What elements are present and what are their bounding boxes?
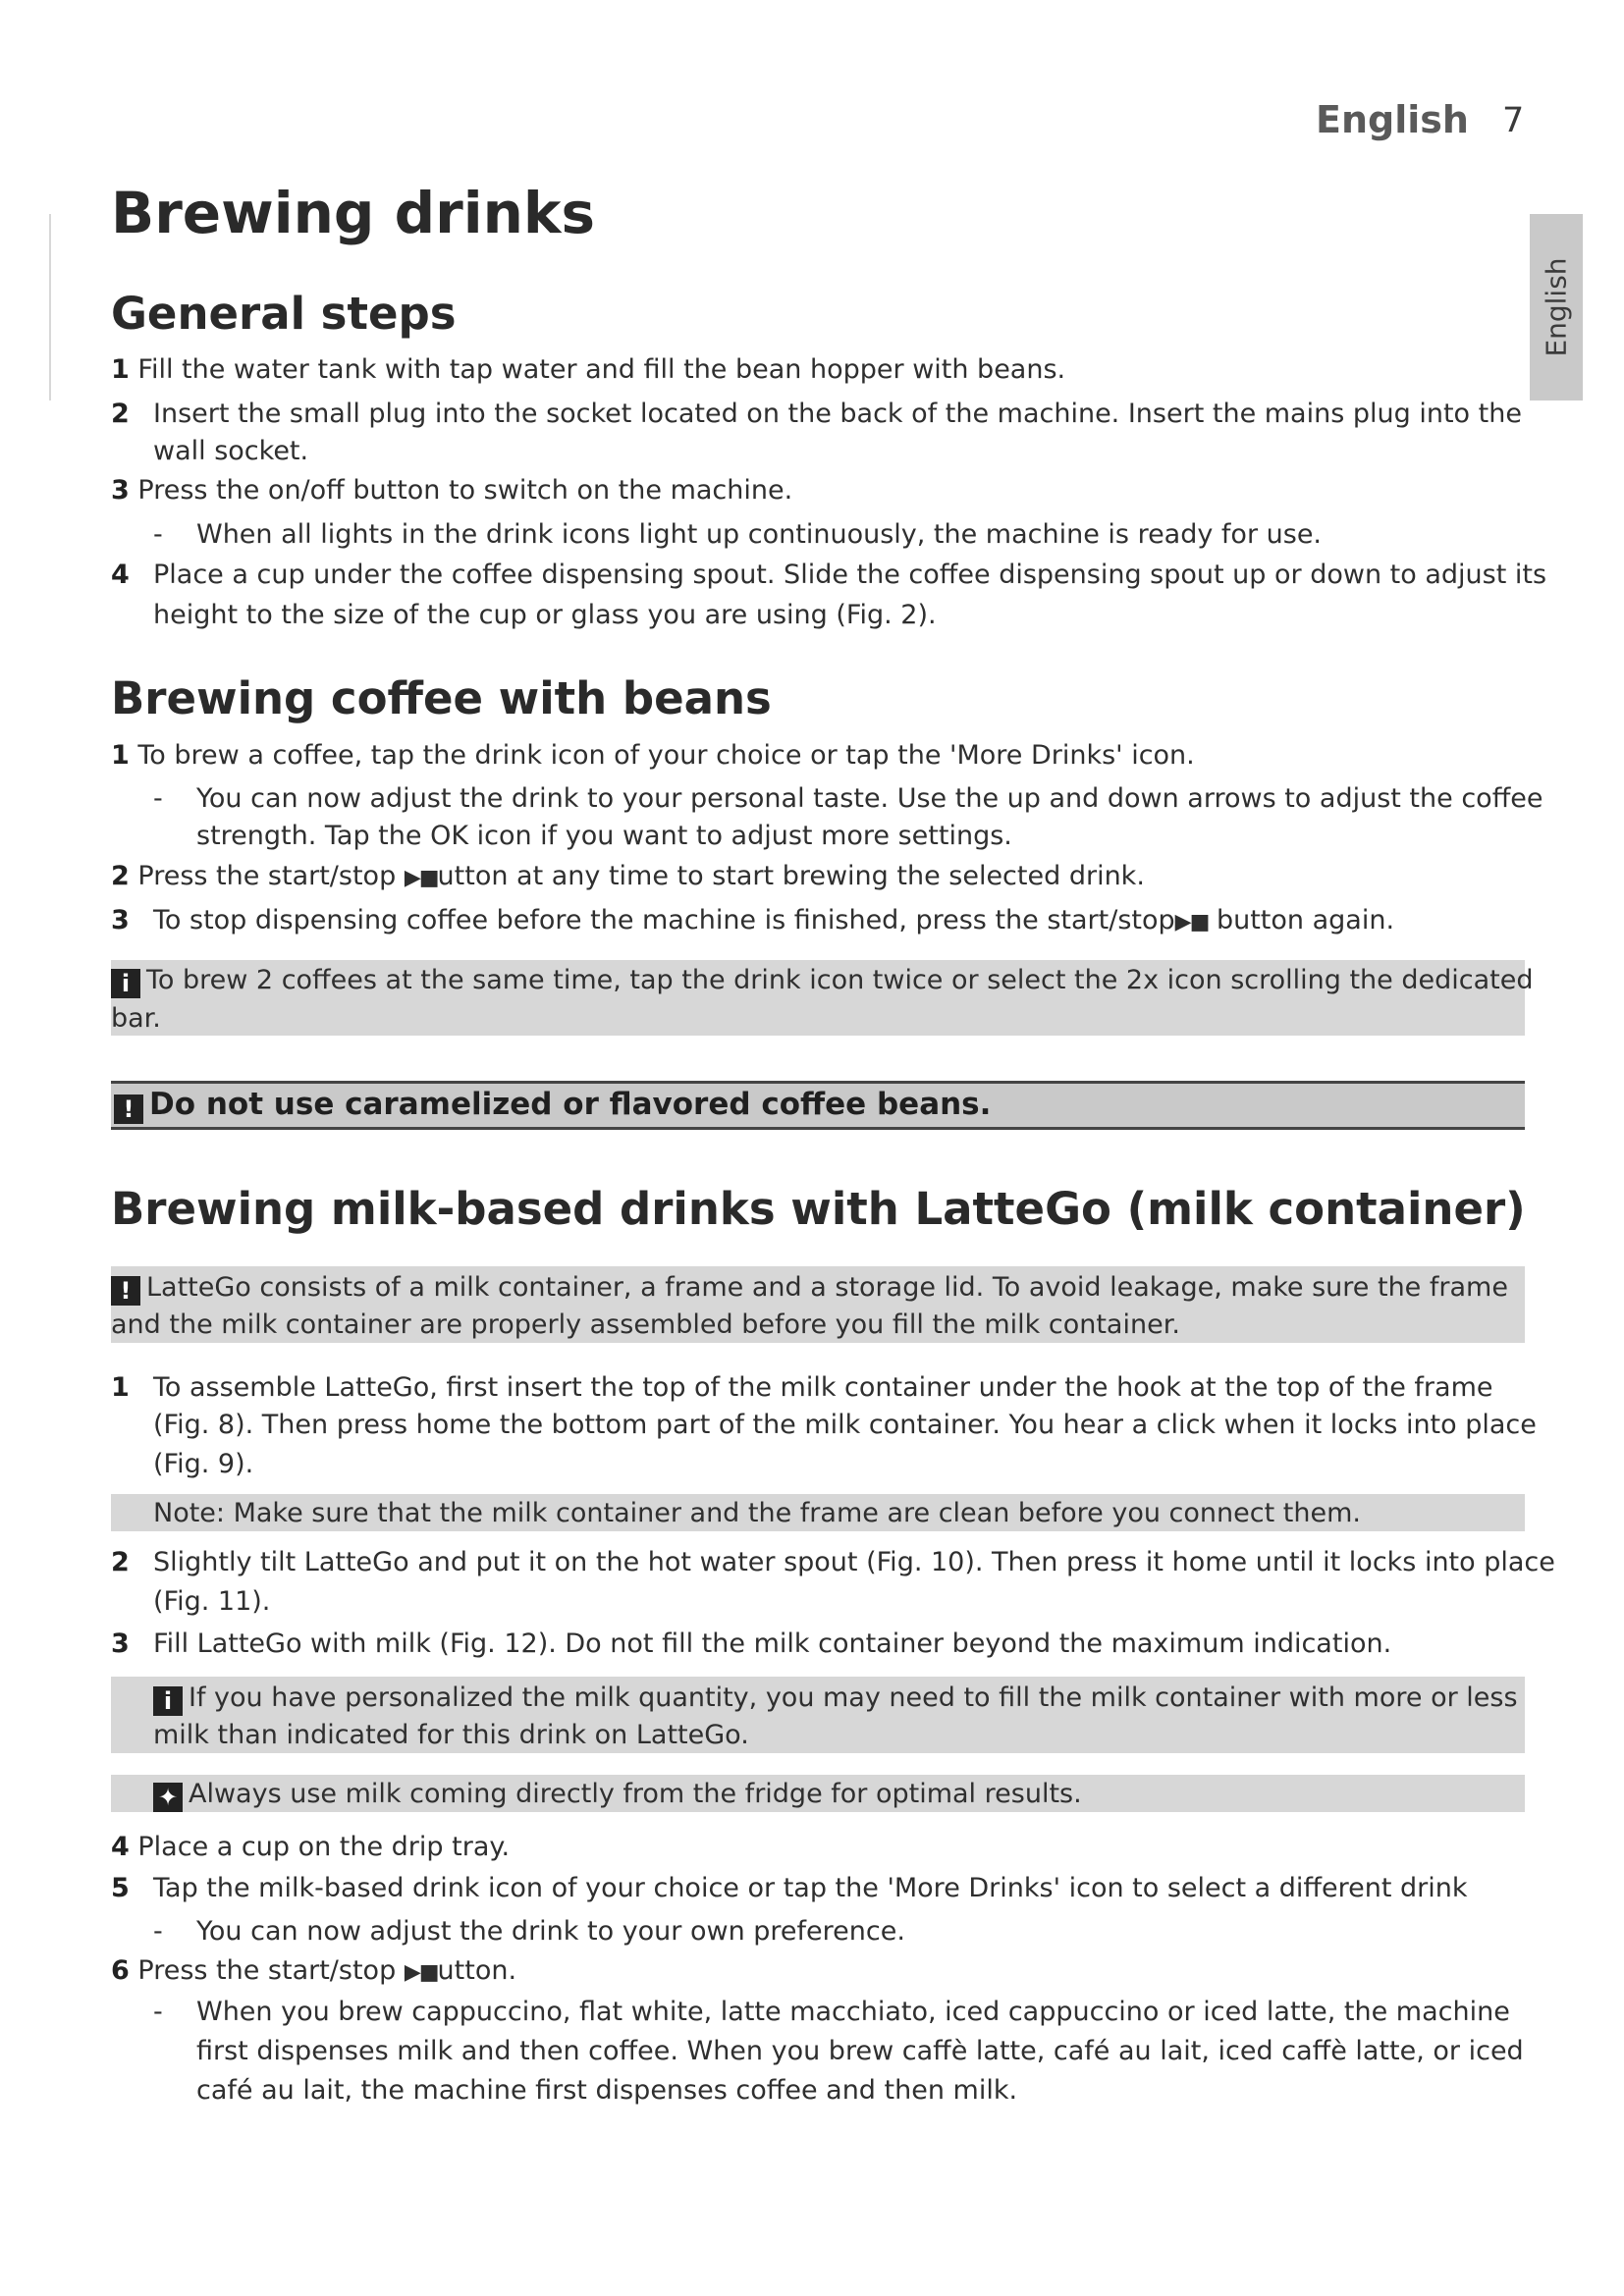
caution-line-cont: and the milk container are properly assembled before you fill the milk container. bbox=[111, 1309, 1180, 1340]
side-tab-label: English bbox=[1540, 257, 1573, 357]
coffee-step-3-text: To stop dispensing coffee before the machine is finished, press the start/stop▶■ button again. bbox=[153, 905, 1395, 935]
general-step-3-bullet: When all lights in the drink icons light up continuously, the machine is ready for use. bbox=[196, 519, 1323, 550]
lattego-step-1-text-cont: (Fig. 8). Then press home the bottom part of the milk container. You hear a click when it locks into place bbox=[153, 1410, 1537, 1440]
warning-icon: ! bbox=[114, 1095, 143, 1124]
coffee-step-1-bullet-cont: strength. Tap the OK icon if you want to adjust more settings. bbox=[196, 821, 1012, 851]
coffee-step-1-bullet-dash: - bbox=[153, 783, 163, 814]
start-stop-icon: ▶■ bbox=[404, 866, 438, 890]
lattego-step-5-bullet: You can now adjust the drink to your own preference. bbox=[196, 1916, 905, 1947]
coffee-beans-heading: Brewing coffee with beans bbox=[111, 672, 772, 724]
general-step-3-bullet-dash: - bbox=[153, 519, 163, 550]
lattego-step-2-text-cont: (Fig. 11). bbox=[153, 1586, 271, 1617]
general-steps-heading: General steps bbox=[111, 288, 457, 340]
lattego-step-2: 2 bbox=[111, 1547, 130, 1577]
lattego-step-6-bullet-cont: first dispenses milk and then coffee. When you brew caffè latte, café au lait, iced caffè latte, or iced bbox=[196, 2036, 1524, 2066]
caution-line: ! LatteGo consists of a milk container, a frame and a storage lid. To avoid leakage, make sure the frame bbox=[111, 1268, 1508, 1308]
info-icon: i bbox=[153, 1686, 183, 1716]
warning-bar bbox=[111, 1081, 1525, 1130]
milk-info-line: i If you have personalized the milk quantity, you may need to fill the milk container with more or less bbox=[153, 1679, 1518, 1718]
coffee-step-1-bullet: You can now adjust the drink to your personal taste. Use the up and down arrows to adjust the coffee bbox=[196, 783, 1543, 814]
header-language: English bbox=[1316, 98, 1469, 141]
tip-lightbulb-icon: ✦ bbox=[153, 1783, 183, 1812]
lattego-step-4: 4 Place a cup on the drip tray. bbox=[111, 1832, 511, 1862]
lattego-step-6-bullet-dash: - bbox=[153, 1997, 163, 2027]
page-number: 7 bbox=[1502, 101, 1525, 140]
lattego-step-1-text: To assemble LatteGo, first insert the top of the milk container under the hook at the top of the frame bbox=[153, 1372, 1493, 1403]
coffee-step-2: 2 Press the start/stop ▶■utton at any time to start brewing the selected drink. bbox=[111, 861, 1145, 891]
lattego-step-5-bullet-dash: - bbox=[153, 1916, 163, 1947]
coffee-step-1: 1 To brew a coffee, tap the drink icon of your choice or tap the 'More Drinks' icon. bbox=[111, 740, 1195, 771]
lattego-step-1: 1 bbox=[111, 1372, 130, 1403]
lattego-step-2-text: Slightly tilt LatteGo and put it on the hot water spout (Fig. 10). Then press it home until it locks into place bbox=[153, 1547, 1555, 1577]
general-step-1: 1 Fill the water tank with tap water and fill the bean hopper with beans. bbox=[111, 354, 1066, 385]
start-stop-icon: ▶■ bbox=[1174, 910, 1209, 934]
general-step-2-text-cont: wall socket. bbox=[153, 436, 309, 466]
language-side-tab bbox=[1530, 214, 1583, 400]
general-step-2: 2 bbox=[111, 399, 130, 429]
page-title: Brewing drinks bbox=[111, 180, 595, 246]
lattego-step-6-bullet-cont2: café au lait, the machine first dispenses coffee and then milk. bbox=[196, 2075, 1018, 2106]
lattego-step-6: 6 Press the start/stop ▶■utton. bbox=[111, 1955, 517, 1986]
info-line: i To brew 2 coffees at the same time, tap the drink icon twice or select the 2x icon scrolling the dedicated bbox=[111, 961, 1533, 1000]
general-step-3: 3 Press the on/off button to switch on the machine. bbox=[111, 475, 793, 506]
info-line-cont: bar. bbox=[111, 1003, 161, 1034]
tip-line: ✦ Always use milk coming directly from the fridge for optimal results. bbox=[153, 1775, 1082, 1814]
coffee-step-3: 3 bbox=[111, 905, 130, 935]
warning-text: ! Do not use caramelized or flavored coffee beans. bbox=[114, 1087, 991, 1124]
general-step-2-text: Insert the small plug into the socket located on the back of the machine. Insert the mains plug into the bbox=[153, 399, 1522, 429]
general-step-4-text-cont: height to the size of the cup or glass you are using (Fig. 2). bbox=[153, 600, 937, 630]
general-step-4-text: Place a cup under the coffee dispensing spout. Slide the coffee dispensing spout up or down to adjust its bbox=[153, 560, 1547, 590]
lattego-step-5-text: Tap the milk-based drink icon of your choice or tap the 'More Drinks' icon to select a different drink bbox=[153, 1873, 1468, 1903]
lattego-heading: Brewing milk-based drinks with LatteGo (milk container) bbox=[111, 1183, 1526, 1235]
start-stop-icon: ▶■ bbox=[404, 1960, 438, 1985]
lattego-step-5: 5 bbox=[111, 1873, 130, 1903]
lattego-step-3-text: Fill LatteGo with milk (Fig. 12). Do not fill the milk container beyond the maximum indication. bbox=[153, 1629, 1392, 1659]
info-icon: i bbox=[111, 969, 140, 998]
lattego-step-3: 3 bbox=[111, 1629, 130, 1659]
lattego-step-6-bullet: When you brew cappuccino, flat white, latte macchiato, iced cappuccino or iced latte, the machine bbox=[196, 1997, 1510, 2027]
caution-icon: ! bbox=[111, 1276, 140, 1306]
milk-info-line-cont: milk than indicated for this drink on LatteGo. bbox=[153, 1720, 749, 1750]
general-step-4: 4 bbox=[111, 560, 130, 590]
lattego-step-1-text-cont2: (Fig. 9). bbox=[153, 1449, 254, 1479]
note-text: Note: Make sure that the milk container and the frame are clean before you connect them. bbox=[153, 1498, 1361, 1528]
margin-rule bbox=[49, 214, 51, 400]
